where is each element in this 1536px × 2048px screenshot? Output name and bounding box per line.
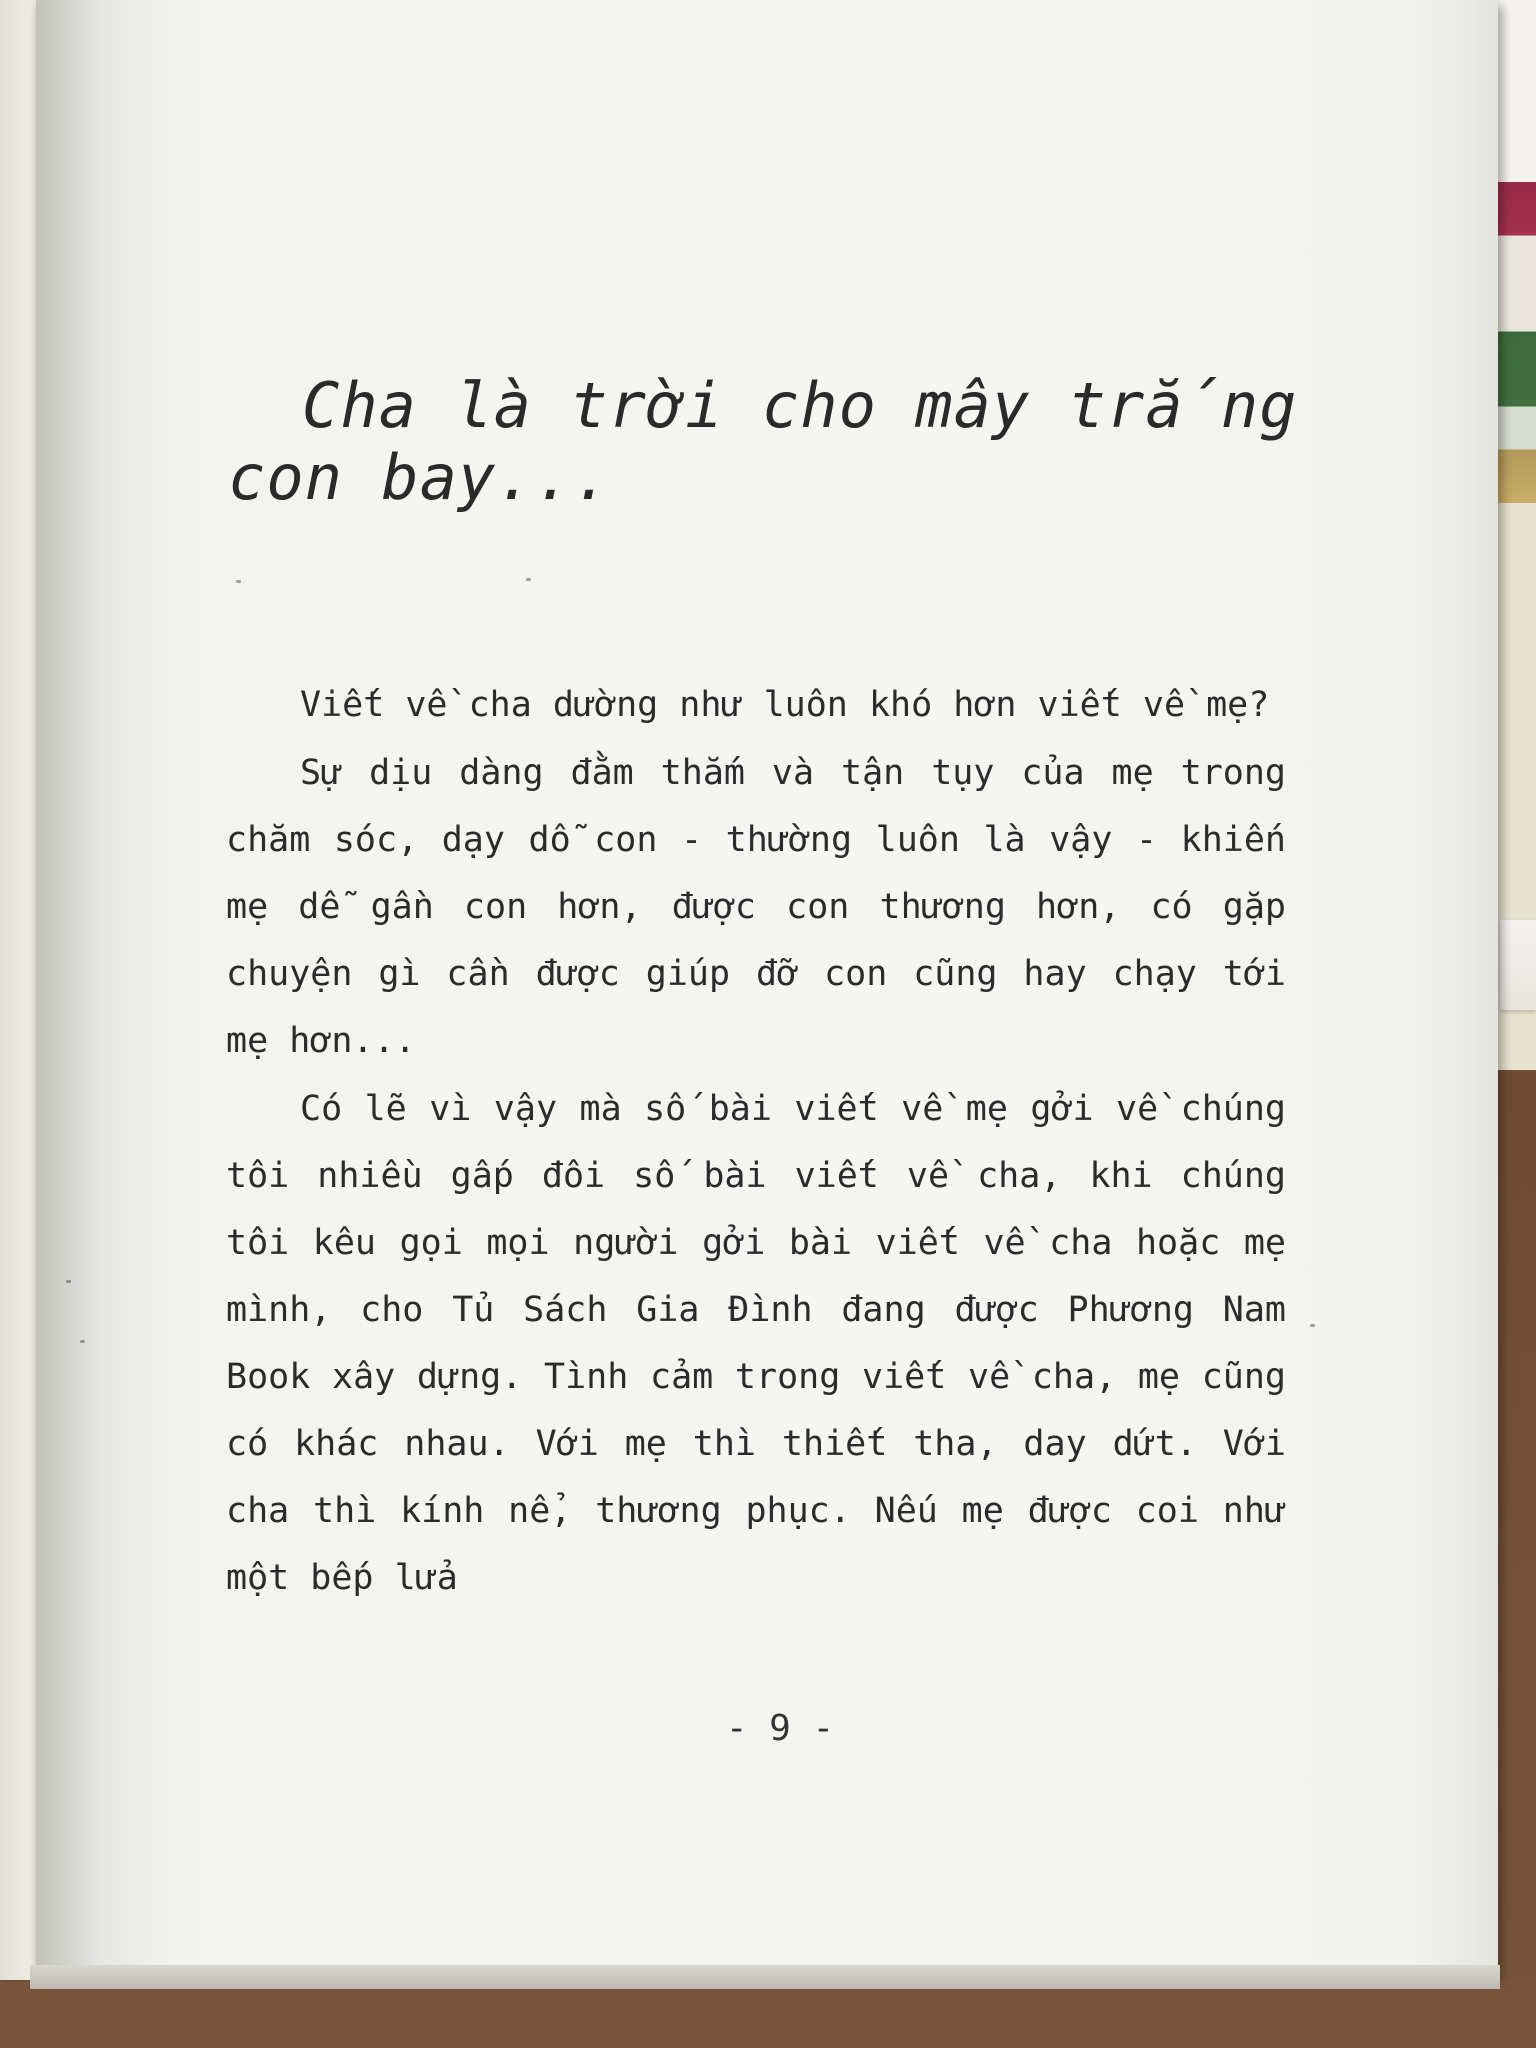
paragraph-1: Viết về cha dường như luôn khó hơn viết về mẹ? (300, 685, 1270, 725)
paper-speck (66, 1280, 71, 1283)
page-gutter-shadow (36, 0, 156, 1975)
paper-speck (236, 580, 241, 583)
page-number: - 9 - (725, 1708, 835, 1749)
paper-speck (526, 578, 531, 581)
body-text (226, 672, 1286, 1613)
chapter-title-line-1: Cha là trời cho mây trắng (302, 369, 1298, 442)
paper-speck (1310, 1324, 1315, 1327)
paper-speck (80, 1340, 85, 1343)
paragraph-3: Có lẽ vì vậy mà số bài viết về mẹ gởi về chúng tôi nhiều gấp đôi số bài viết về cha, khi chúng tôi kêu gọi mọi người gởi bài viết về cha hoặc mẹ mình, cho Tủ Sách Gia Đình đang được Phương Nam Book xây dựng. Tình cảm trong viết về cha, mẹ cũng có khác nhau. Với mẹ thì thiết tha, day dứt. Với cha thì kính nể, thương phục. Nếu mẹ được coi như một bếp lửa (226, 1089, 1286, 1598)
background-book-edge (1500, 920, 1536, 1010)
page-stack-edge (30, 1965, 1500, 1989)
chapter-title-line-2: con bay... (228, 441, 612, 514)
paragraph-2: Sự dịu dàng đằm thắm và tận tụy của mẹ trong chăm sóc, dạy dỗ con - thường luôn là vậy - khiến mẹ dễ gần con hơn, được con thương hơn, có gặp chuyện gì cần được giúp đỡ con cũng hay chạy tới mẹ hơn... (226, 753, 1286, 1061)
chapter-title (228, 370, 1318, 514)
